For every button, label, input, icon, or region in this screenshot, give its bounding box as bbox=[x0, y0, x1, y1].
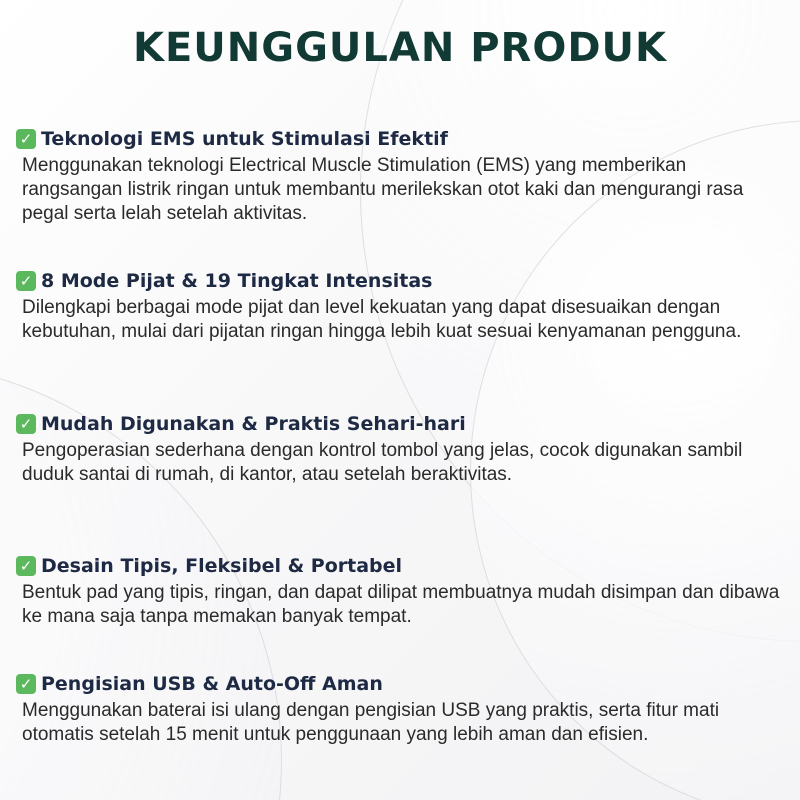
feature-heading bbox=[16, 671, 788, 697]
feature-heading-text: Teknologi EMS untuk Stimulasi Efektif bbox=[41, 128, 448, 150]
feature-usb-charging bbox=[16, 671, 788, 747]
check-mark-button-icon: ✓ bbox=[16, 414, 36, 434]
check-mark-button-icon: ✓ bbox=[16, 271, 36, 291]
page-title: KEUNGGULAN PRODUK bbox=[132, 25, 668, 71]
feature-heading-text: 8 Mode Pijat & 19 Tingkat Intensitas bbox=[41, 270, 433, 292]
feature-heading bbox=[16, 126, 788, 152]
feature-heading bbox=[16, 268, 788, 294]
feature-heading-text: Pengisian USB & Auto-Off Aman bbox=[41, 673, 383, 695]
feature-easy-to-use bbox=[16, 411, 788, 487]
feature-heading bbox=[16, 411, 788, 437]
check-mark-button-icon: ✓ bbox=[16, 129, 36, 149]
feature-description: Menggunakan baterai isi ulang dengan pengisian USB yang praktis, serta fitur mati otomatis setelah 15 menit untuk penggunaan yang lebih aman dan efisien. bbox=[22, 700, 720, 745]
check-mark-button-icon: ✓ bbox=[16, 674, 36, 694]
feature-description: Pengoperasian sederhana dengan kontrol tombol yang jelas, cocok digunakan sambil duduk santai di rumah, di kantor, atau setelah beraktivitas. bbox=[22, 440, 743, 485]
feature-description: Dilengkapi berbagai mode pijat dan level kekuatan yang dapat disesuaikan dengan kebutuhan, mulai dari pijatan ringan hingga lebih kuat sesuai kenyamanan pengguna. bbox=[22, 297, 742, 342]
feature-description: Menggunakan teknologi Electrical Muscle Stimulation (EMS) yang memberikan rangsangan listrik ringan untuk membantu merilekskan otot kaki dan mengurangi rasa pegal serta lelah setelah aktivitas. bbox=[22, 155, 744, 224]
check-mark-button-icon: ✓ bbox=[16, 556, 36, 576]
feature-description: Bentuk pad yang tipis, ringan, dan dapat dilipat membuatnya mudah disimpan dan dibawa ke mana saja tanpa memakan banyak tempat. bbox=[22, 582, 780, 627]
feature-portable-design bbox=[16, 553, 788, 629]
feature-heading-text: Desain Tipis, Fleksibel & Portabel bbox=[41, 555, 403, 577]
feature-massage-modes bbox=[16, 268, 788, 344]
feature-ems-technology bbox=[16, 126, 788, 226]
feature-heading bbox=[16, 553, 788, 579]
feature-heading-text: Mudah Digunakan & Praktis Sehari-hari bbox=[41, 413, 466, 435]
